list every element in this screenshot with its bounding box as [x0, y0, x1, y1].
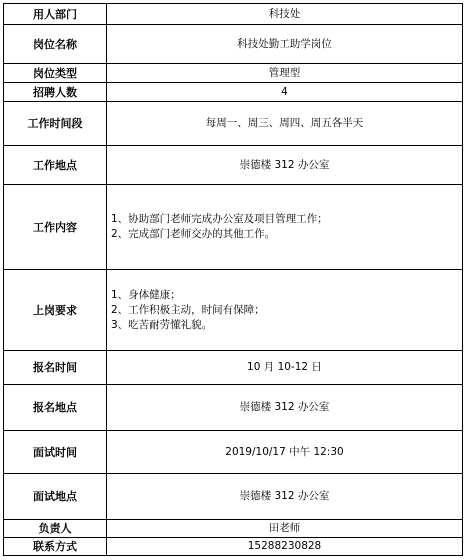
position-type-value: 管理型	[107, 64, 463, 83]
interview-time-value: 2019/10/17 中午 12:30	[107, 431, 463, 474]
row-department	[4, 4, 463, 25]
registration-time-value: 10 月 10-12 日	[107, 351, 463, 385]
requirement-line: 2、工作积极主动，时间有保障；	[111, 303, 265, 316]
row-contact-person	[4, 520, 463, 538]
registration-time-label: 报名时间	[4, 351, 107, 385]
row-registration-time	[4, 351, 463, 385]
row-position-type	[4, 64, 463, 83]
row-job-content	[4, 185, 463, 270]
job-content-line: 2、完成部门老师交办的其他工作。	[111, 228, 276, 240]
recruitment-form-table	[3, 3, 463, 556]
job-content-line: 1、协助部门老师完成办公室及项目管理工作；	[111, 213, 328, 225]
work-location-label: 工作地点	[4, 146, 107, 185]
department-value: 科技处	[107, 4, 463, 25]
contact-info-value: 15288230828	[107, 538, 463, 556]
position-name-value: 科技处勤工助学岗位	[107, 25, 463, 64]
registration-location-value: 崇德楼 312 办公室	[107, 385, 463, 431]
interview-location-value: 崇德楼 312 办公室	[107, 474, 463, 520]
position-type-label: 岗位类型	[4, 64, 107, 83]
requirement-line: 1、身体健康；	[111, 288, 181, 301]
row-registration-location	[4, 385, 463, 431]
requirement-line: 3、吃苦耐劳懂礼貌。	[111, 318, 213, 331]
row-interview-location	[4, 474, 463, 520]
work-location-value: 崇德楼 312 办公室	[107, 146, 463, 185]
row-requirements	[4, 270, 463, 351]
row-interview-time	[4, 431, 463, 474]
interview-time-label: 面试时间	[4, 431, 107, 474]
headcount-label: 招聘人数	[4, 83, 107, 102]
department-label: 用人部门	[4, 4, 107, 25]
row-contact-info	[4, 538, 463, 556]
job-content-label: 工作内容	[4, 185, 107, 270]
contact-person-label: 负责人	[4, 520, 107, 538]
interview-location-label: 面试地点	[4, 474, 107, 520]
work-hours-label: 工作时间段	[4, 102, 107, 146]
position-name-label: 岗位名称	[4, 25, 107, 64]
requirements-value	[107, 270, 463, 351]
contact-info-label: 联系方式	[4, 538, 107, 556]
headcount-value: 4	[107, 83, 463, 102]
row-position-name	[4, 25, 463, 64]
requirements-label: 上岗要求	[4, 270, 107, 351]
contact-person-value: 田老师	[107, 520, 463, 538]
row-headcount	[4, 83, 463, 102]
job-content-value	[107, 185, 463, 270]
registration-location-label: 报名地点	[4, 385, 107, 431]
row-work-hours	[4, 102, 463, 146]
row-work-location	[4, 146, 463, 185]
work-hours-value: 每周一、周三、周四、周五各半天	[107, 102, 463, 146]
